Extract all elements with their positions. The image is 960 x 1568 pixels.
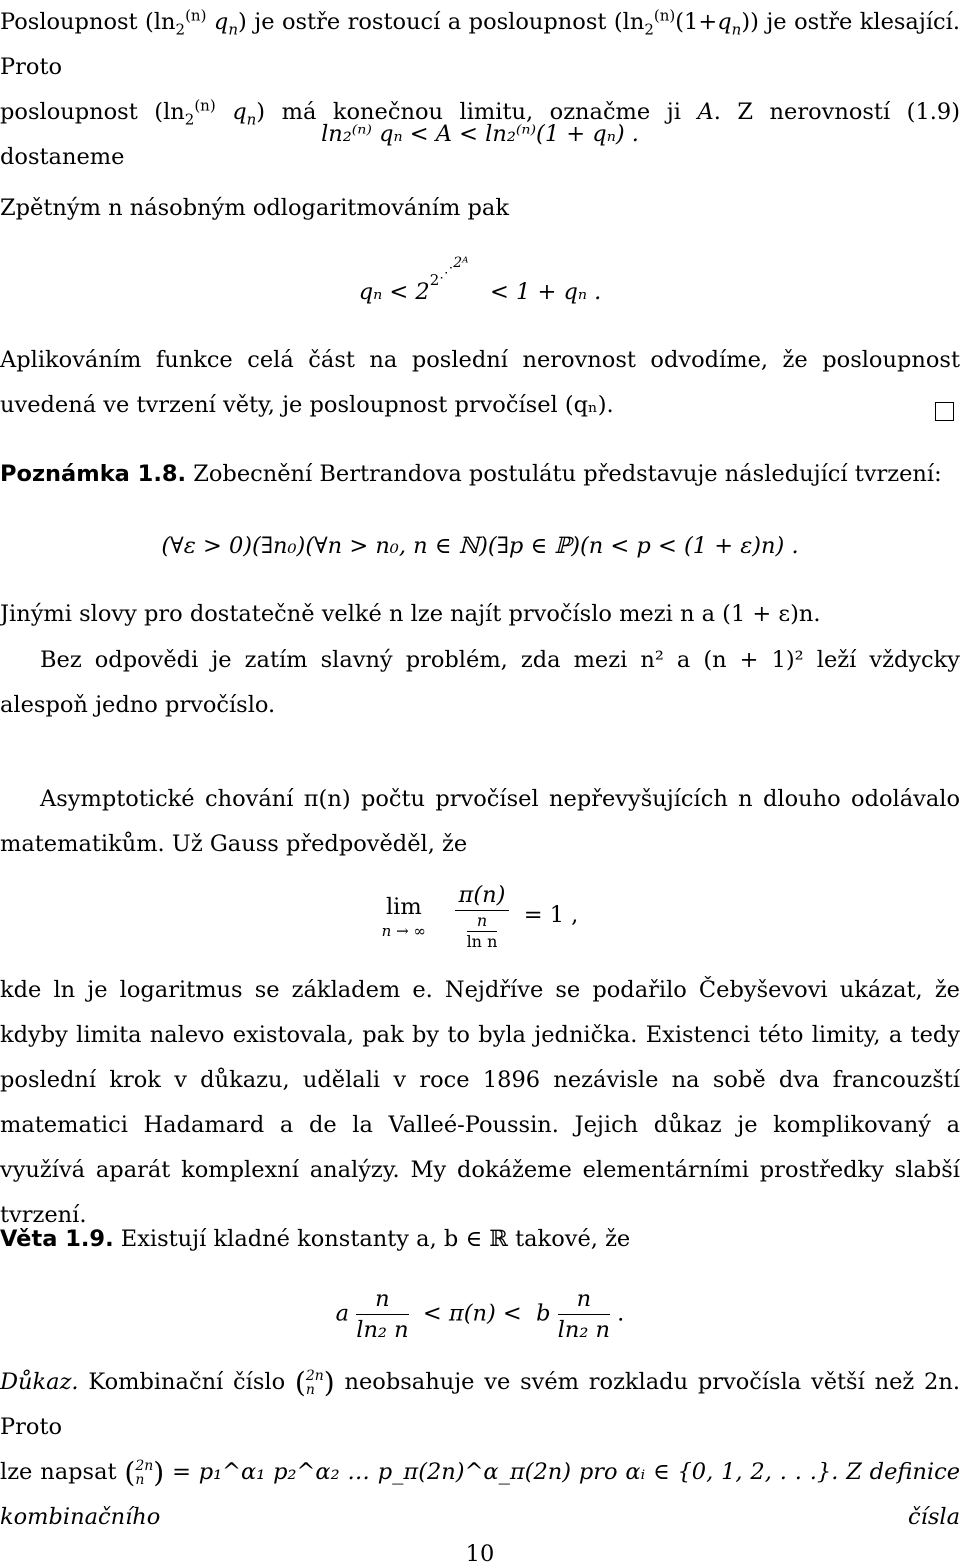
- text: lze napsat: [0, 1459, 117, 1485]
- tower-top: 2ᴬ: [453, 255, 469, 271]
- limit-operator: [382, 892, 426, 940]
- equation-log-bounds: [0, 114, 960, 154]
- tower-exp: 2: [429, 270, 440, 289]
- intro-line-1: Posloupnost ($\ln_2^{(n)}$ $q_n$) je ostře rostoucí a posloupnost $(\ln_2^{(n)}(1+q_n))$ je ostře klesající. Proto: [0, 6, 960, 80]
- proof-line-1: [0, 1360, 960, 1450]
- middle: < π(n) <: [422, 1300, 522, 1327]
- const-b: b: [536, 1300, 551, 1327]
- theorem-text: Existují kladné konstanty a, b ∈ ℝ takové, že: [120, 1226, 631, 1252]
- binomial: ( 2n n ): [124, 1456, 165, 1489]
- remark-label: Poznámka 1.8.: [0, 461, 187, 487]
- binom-top: 2n: [305, 1368, 324, 1384]
- equation-text: ln₂⁽ⁿ⁾ qₙ < A < ln₂⁽ⁿ⁾(1 + qₙ) .: [321, 121, 639, 147]
- lim-sub: n → ∞: [381, 922, 426, 940]
- binomial: ( 2n n ): [294, 1366, 335, 1399]
- remark-1-8: [0, 452, 960, 497]
- proof-label: Důkaz.: [0, 1369, 79, 1395]
- fraction-b: [558, 1284, 610, 1345]
- qed-square-icon: [935, 402, 954, 421]
- text: je ostře rostoucí a posloupnost: [254, 9, 607, 35]
- intro-line-2: posloupnost ($\ln_2^{(n)}$ $q_n$) má konečnou limitu, označme ji A. Z nerovností (1.9) dostaneme: [0, 96, 960, 170]
- text: = p₁^α₁ p₂^α₂ … p_π(2n)^α_π(2n) pro αᵢ ∈ {0, 1, 2, . . .}. Z definice kombinačního čísla: [0, 1459, 960, 1530]
- text: Posloupnost: [0, 9, 138, 35]
- theorem-1-9: [0, 1217, 960, 1262]
- text: Zpětným n násobným odlogaritmováním pak: [0, 195, 509, 221]
- proof: [0, 1360, 960, 1540]
- text: Aplikováním funkce celá část na poslední nerovnost odvodíme, že posloupnost uvedená ve tvrzení věty, je posloupnost prvočísel (qₙ).: [0, 347, 960, 418]
- text: Jinými slovy pro dostatečně velké n lze najít prvočíslo mezi n a (1 + ε)n.: [0, 601, 821, 627]
- paragraph-floor: [0, 338, 960, 428]
- limit-fraction: [455, 880, 510, 952]
- text: má konečnou limitu, označme ji: [281, 99, 681, 125]
- proof-line-2: [0, 1450, 960, 1540]
- frac-num: n: [558, 1284, 610, 1315]
- text: . Z nerovností (1.9) dostaneme: [0, 99, 960, 170]
- lim: lim: [385, 894, 422, 920]
- frac-den: [455, 911, 510, 952]
- math-A: A: [697, 99, 714, 125]
- paragraph-history: [0, 968, 960, 1238]
- equation-text: (∀ε > 0)(∃n₀)(∀n > n₀, n ∈ ℕ)(∃p ∈ ℙ)(n < p < (1 + ε)n) .: [161, 533, 799, 559]
- equation-power-tower: [0, 255, 960, 315]
- inner-num: n: [467, 911, 498, 932]
- inner-fraction: [467, 911, 498, 952]
- page-number: 10: [465, 1541, 495, 1567]
- remark-text: Zobecnění Bertrandova postulátu představuje následující tvrzení:: [193, 461, 942, 487]
- inner-den: ln n: [466, 932, 498, 951]
- text: Asymptotické chování π(n) počtu prvočísel nepřevyšujících n dlouho odolávalo matematikům. Už Gauss předpověděl, že: [0, 786, 960, 857]
- frac-num: n: [356, 1284, 408, 1315]
- equation-prime-bounds: [0, 1284, 960, 1345]
- text: je ostře klesající. Proto: [0, 9, 960, 80]
- frac-num: π(n): [455, 880, 510, 911]
- fraction-a: [356, 1284, 408, 1345]
- text: Kombinační číslo: [88, 1369, 286, 1395]
- theorem-label: Věta 1.9.: [0, 1226, 114, 1252]
- binom-bot: n: [305, 1382, 315, 1398]
- frac-den: ln₂ n: [557, 1317, 611, 1343]
- binom-bot: n: [135, 1472, 145, 1488]
- limit-rhs: = 1 ,: [523, 902, 579, 928]
- const-a: a: [335, 1300, 350, 1327]
- tower-dots: ⋰: [439, 265, 454, 281]
- binom-top: 2n: [135, 1458, 154, 1474]
- tower-right: < 1 + qₙ .: [489, 279, 602, 305]
- frac-den: ln₂ n: [356, 1317, 409, 1343]
- text: kde ln je logaritmus se základem e. Nejdříve se podařilo Čebyševovi ukázat, že kdyby limita nalevo existovala, pak by to byla jednička. Existenci této limity, a tedy poslední krok v důkazu, udělali v roce 1896 nezávisle na sobě dva francouzští matematici Hadamard a de la Valleé-Poussin. Jejich důkaz je komplikovaný a využívá aparát komplexní analýzy. My dokážeme elementárními prostředky slabší tvrzení.: [0, 977, 960, 1228]
- paragraph-asymptotic: [0, 777, 960, 867]
- paragraph-antilog: [0, 186, 960, 231]
- tower-left: qₙ < 2: [358, 279, 430, 305]
- equation-bertrand: [0, 526, 960, 566]
- paragraph-other-words: [0, 592, 960, 637]
- paragraph-open-problem: [0, 638, 960, 728]
- equation-gauss-limit: [0, 880, 960, 952]
- period: .: [617, 1300, 625, 1327]
- text: posloupnost: [0, 99, 138, 125]
- text: neobsahuje ve svém rozkladu prvočísla větší než 2n. Proto: [0, 1369, 960, 1440]
- text: Bez odpovědi je zatím slavný problém, zda mezi n² a (n + 1)² leží vždycky alespoň jedno prvočíslo.: [0, 647, 960, 718]
